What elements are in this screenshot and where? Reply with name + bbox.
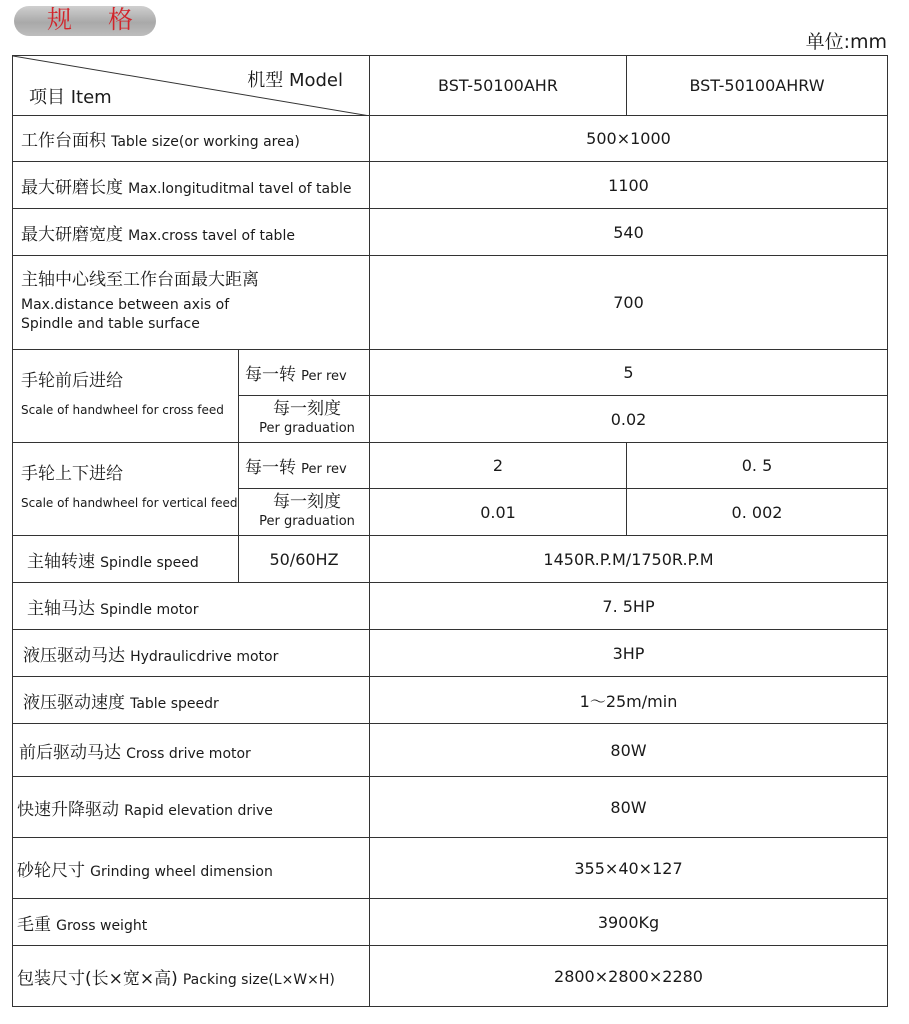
label-en: Hydraulicdrive motor — [130, 648, 279, 665]
sub-label-cn: 每一刻度 — [273, 492, 341, 512]
unit-label: 单位:mm — [805, 31, 887, 53]
label-en-line1: Max.distance between axis of — [21, 297, 230, 313]
row-value: 355×40×127 — [370, 838, 888, 899]
row-label — [13, 677, 370, 724]
table-row — [13, 209, 888, 256]
item-label: 项目 Item — [29, 87, 112, 108]
table-row — [13, 256, 888, 350]
model-name-2: BST-50100AHRW — [627, 56, 888, 116]
table-row — [13, 777, 888, 838]
row-label — [13, 724, 370, 777]
row-value: 500×1000 — [370, 116, 888, 162]
label-cn: 手轮前后进给 — [21, 371, 123, 391]
sub-label-en: Per graduation — [259, 514, 355, 529]
row-value: 7. 5HP — [370, 583, 888, 630]
spindle-frequency: 50/60HZ — [239, 536, 370, 583]
row-label — [13, 209, 370, 256]
table-row — [13, 630, 888, 677]
row-value: 80W — [370, 724, 888, 777]
label-en-line2: Spindle and table surface — [21, 316, 200, 332]
row-value: 2800×2800×2280 — [370, 946, 888, 1007]
label-cn: 主轴中心线至工作台面最大距离 — [21, 270, 259, 290]
label-cn: 最大研磨长度 — [21, 177, 123, 198]
label-cn: 工作台面积 — [21, 131, 106, 151]
sub-label-en: Per rev — [301, 462, 347, 477]
row-label — [13, 116, 370, 162]
label-cn: 快速升降驱动 — [17, 799, 119, 820]
row-label — [13, 536, 239, 583]
label-en: Max.cross tavel of table — [128, 227, 295, 244]
label-cn: 砂轮尺寸 — [17, 860, 85, 881]
model-name-1: BST-50100AHR — [370, 56, 627, 116]
table-row — [13, 677, 888, 724]
label-cn: 手轮上下进给 — [21, 464, 123, 484]
sub-label-cn: 每一刻度 — [273, 399, 341, 419]
row-value: 5 — [370, 350, 888, 396]
label-cn: 最大研磨宽度 — [21, 224, 123, 245]
row-label — [13, 838, 370, 899]
label-cn: 毛重 — [17, 914, 51, 935]
label-en: Rapid elevation drive — [124, 802, 273, 819]
row-label — [13, 777, 370, 838]
label-cn: 包装尺寸(长×宽×高) — [17, 968, 178, 989]
label-cn: 主轴转速 — [27, 551, 95, 572]
label-en: Grinding wheel dimension — [90, 863, 273, 880]
row-label — [13, 899, 370, 946]
table-row — [13, 536, 888, 583]
table-row — [13, 946, 888, 1007]
label-cn: 前后驱动马达 — [19, 742, 121, 763]
row-label — [13, 350, 239, 443]
table-row — [13, 838, 888, 899]
row-value: 1100 — [370, 162, 888, 209]
row-value: 1450R.P.M/1750R.P.M — [370, 536, 888, 583]
table-row — [13, 583, 888, 630]
sub-label-per-graduation — [239, 489, 370, 536]
row-value: 0.02 — [370, 396, 888, 443]
row-value: 700 — [370, 256, 888, 350]
sub-label-cn: 每一转 — [245, 365, 296, 385]
label-cn: 液压驱动马达 — [23, 645, 125, 666]
label-en: Max.longituditmal tavel of table — [128, 180, 352, 197]
row-value: 1～25m/min — [370, 677, 888, 724]
label-en: Table speedr — [130, 695, 219, 712]
label-en: Packing size(L×W×H) — [182, 971, 335, 988]
sub-label-en: Per graduation — [259, 421, 355, 436]
table-row — [13, 162, 888, 209]
label-en: Spindle motor — [100, 601, 199, 618]
row-value-model-1: 0.01 — [370, 489, 627, 536]
row-label — [13, 162, 370, 209]
model-label: 机型 Model — [247, 70, 343, 91]
table-row — [13, 443, 888, 489]
row-value-model-2: 0. 5 — [627, 443, 888, 489]
row-label — [13, 443, 239, 536]
sub-label-cn: 每一转 — [245, 458, 296, 478]
row-label — [13, 630, 370, 677]
row-label — [13, 256, 370, 350]
row-value: 80W — [370, 777, 888, 838]
row-value-model-2: 0. 002 — [627, 489, 888, 536]
table-header-row — [13, 56, 888, 116]
spec-table — [12, 55, 888, 1007]
section-title: 规 格 — [47, 5, 147, 34]
row-value: 3HP — [370, 630, 888, 677]
row-value: 540 — [370, 209, 888, 256]
label-en: Scale of handwheel for vertical feed — [21, 496, 238, 510]
table-row — [13, 724, 888, 777]
sub-label-per-rev — [239, 443, 370, 489]
table-row — [13, 899, 888, 946]
label-en: Table size(or working area) — [111, 134, 300, 150]
row-value: 3900Kg — [370, 899, 888, 946]
row-label — [13, 946, 370, 1007]
header-diagonal-cell — [13, 56, 370, 116]
label-cn: 主轴马达 — [27, 598, 95, 619]
label-cn: 液压驱动速度 — [23, 692, 125, 713]
row-value-model-1: 2 — [370, 443, 627, 489]
table-row — [13, 350, 888, 396]
row-label — [13, 583, 370, 630]
sub-label-en: Per rev — [301, 369, 347, 384]
table-row — [13, 116, 888, 162]
sub-label-per-graduation — [239, 396, 370, 443]
sub-label-per-rev — [239, 350, 370, 396]
label-en: Gross weight — [56, 917, 148, 934]
label-en: Scale of handwheel for cross feed — [21, 403, 224, 417]
label-en: Cross drive motor — [126, 745, 251, 762]
label-en: Spindle speed — [100, 554, 199, 571]
